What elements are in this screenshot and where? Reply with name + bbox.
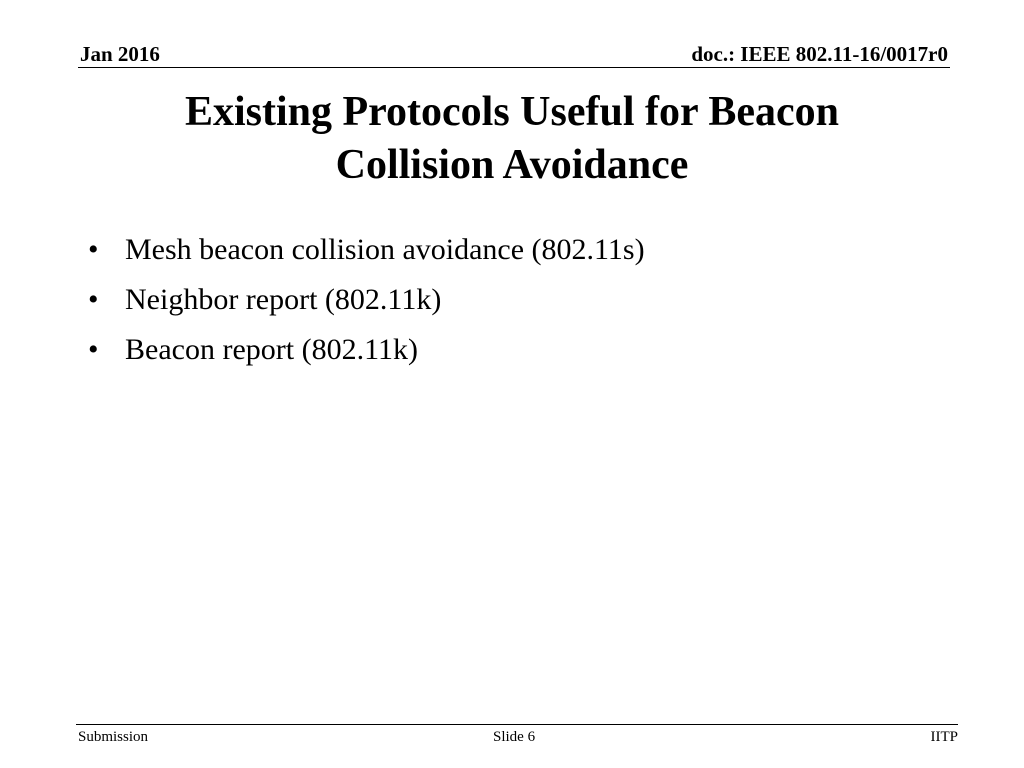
bullet-marker: • (88, 283, 99, 316)
bullet-marker: • (88, 233, 99, 266)
slide-title (60, 86, 964, 192)
slide-title-line-2: Collision Avoidance (335, 142, 689, 188)
bullet-marker: • (88, 333, 99, 366)
header-divider (78, 67, 950, 68)
bullet-text: Neighbor report (802.11k) (125, 283, 442, 316)
header-doc-id: doc.: IEEE 802.11-16/0017r0 (691, 42, 948, 66)
header-date: Jan 2016 (80, 42, 160, 66)
bullet-text: Beacon report (802.11k) (125, 333, 418, 366)
footer-divider (76, 724, 958, 725)
bullet-item (88, 226, 948, 276)
bullet-item (88, 326, 948, 376)
footer-slide-number: Slide 6 (493, 729, 536, 745)
footer-submission: Submission (78, 729, 149, 745)
bullet-list (88, 226, 948, 376)
footer-organization: IITP (930, 729, 958, 745)
slide-title-line-1: Existing Protocols Useful for Beacon (184, 89, 840, 135)
bullet-item (88, 276, 948, 326)
bullet-text: Mesh beacon collision avoidance (802.11s) (125, 233, 645, 266)
